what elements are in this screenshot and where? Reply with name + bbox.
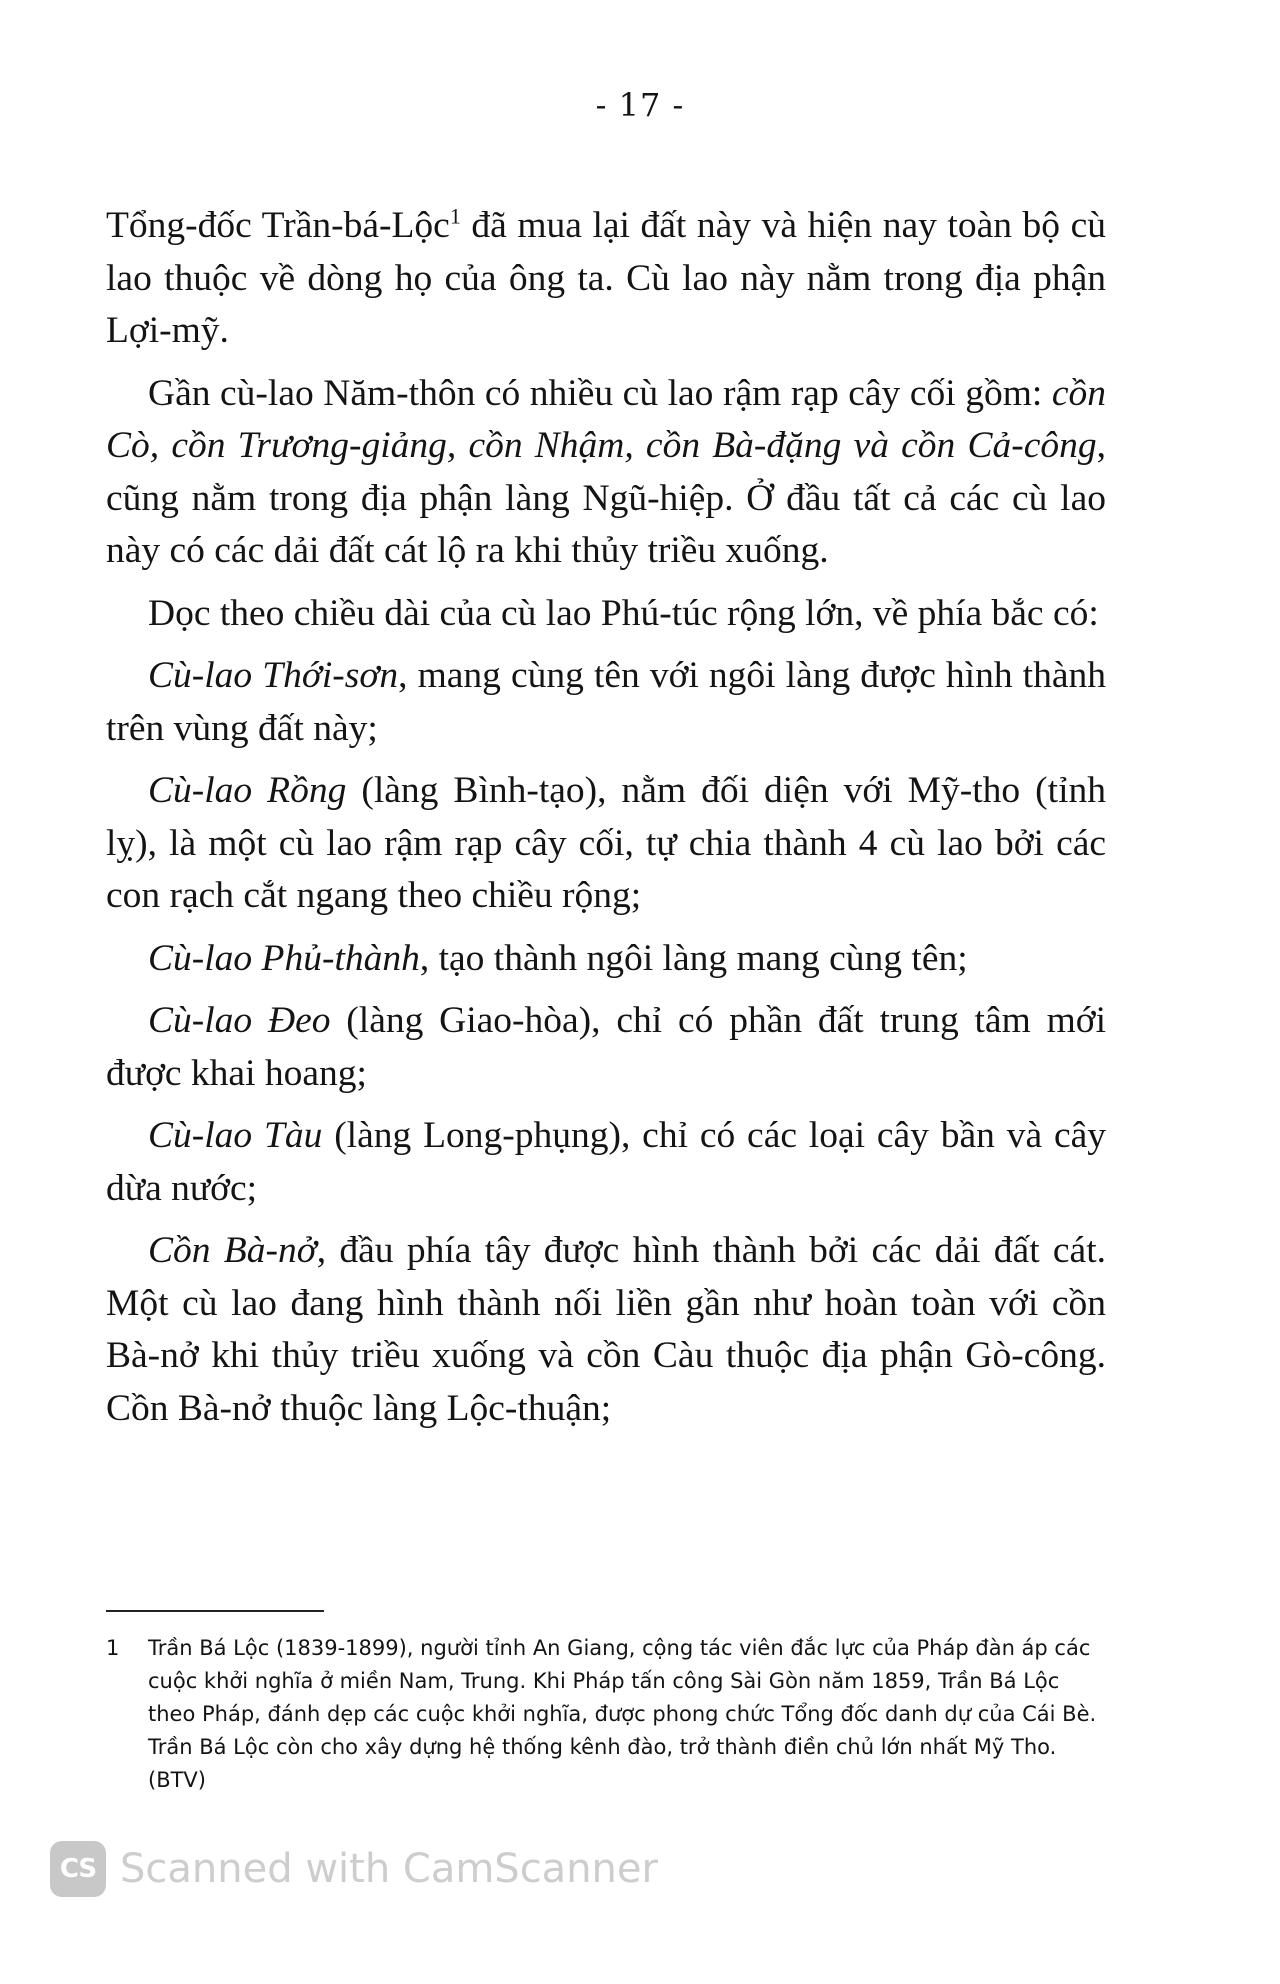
paragraph-text: Gần cù-lao Năm-thôn có nhiều cù lao rậm rạp cây cối gồm:: [148, 372, 1052, 414]
paragraph-text: Tổng-đốc Trần-bá-Lộc: [106, 205, 450, 246]
island-name: Cồn Bà-nở: [148, 1230, 317, 1271]
island-name: Cù-lao Phủ-thành: [148, 937, 420, 979]
camscanner-watermark: [50, 1838, 658, 1900]
item-text: (làng Bình-tạo), nằm đối diện với Mỹ-tho (tỉnh lỵ), là một cù lao rậm rạp cây cối, tự chia thành 4 cù lao bởi các con rạch cắt ngang theo chiều rộng;: [106, 770, 1106, 916]
watermark-text: Scanned with CamScanner: [120, 1846, 658, 1892]
paragraph-3: Dọc theo chiều dài của cù lao Phú-túc rộng lớn, về phía bắc có:: [148, 592, 1099, 634]
item-text: (làng Long-phụng), chỉ có các loại cây bần và cây dừa nước;: [106, 1115, 1106, 1209]
island-name: Cù-lao Tàu: [148, 1115, 323, 1156]
list-item: [106, 933, 1106, 986]
paragraph-text: , cũng nằm trong địa phận làng Ngũ-hiệp. Ở đầu tất cả các cù lao này có các dải đất cát lộ ra khi thủy triều xuống.: [106, 425, 1106, 571]
list-item: [106, 650, 1106, 755]
paragraph-1: [106, 200, 1106, 358]
item-text: , đầu phía tây được hình thành bởi các dải đất cát. Một cù lao đang hình thành nối liền gần như hoàn toàn với cồn Bà-nở khi thủy triều xuống và cồn Càu thuộc địa phận Gò-công. Cồn Bà-nở thuộc làng Lộc-thuận;: [106, 1230, 1106, 1429]
list-item: [106, 1225, 1106, 1435]
footnote-divider: [106, 1610, 324, 1612]
paragraph-2: [106, 368, 1106, 578]
footnote-number: 1: [106, 1636, 120, 1660]
list-item: [106, 1110, 1106, 1215]
footnote-text: Trần Bá Lộc (1839-1899), người tỉnh An Giang, cộng tác viên đắc lực của Pháp đàn áp các cuộc khởi nghĩa ở miền Nam, Trung. Khi Pháp tấn công Sài Gòn năm 1859, Trần Bá Lộc theo Pháp, đánh dẹp các cuộc khởi nghĩa, được phong chức Tổng đốc danh dự của Cái Bè. Trần Bá Lộc còn cho xây dựng hệ thống kênh đào, trở thành điền chủ lớn nhất Mỹ Tho. (BTV): [148, 1636, 1097, 1792]
list-item: [106, 995, 1106, 1100]
body-text: [106, 200, 1106, 1445]
footnote: [106, 1632, 1106, 1797]
paragraph-text: đã mua lại đất này và hiện nay toàn bộ cù lao thuộc về dòng họ của ông ta. Cù lao này nằm trong địa phận Lợi-mỹ.: [106, 205, 1106, 351]
item-text: (làng Giao-hòa), chỉ có phần đất trung tâm mới được khai hoang;: [106, 1000, 1106, 1094]
list-item: [106, 765, 1106, 923]
item-text: , mang cùng tên với ngôi làng được hình thành trên vùng đất này;: [106, 655, 1106, 749]
page-number: - 17 -: [595, 86, 685, 124]
island-name: Cù-lao Đeo: [148, 1000, 331, 1041]
island-name: Cù-lao Rồng: [148, 770, 347, 811]
footnote-ref[interactable]: 1: [449, 203, 461, 229]
camscanner-logo-icon: CS: [50, 1841, 106, 1897]
island-name: Cù-lao Thới-sơn: [148, 655, 399, 696]
item-text: , tạo thành ngôi làng mang cùng tên;: [419, 937, 968, 979]
island-names: cồn Cò, cồn Trương-giảng, cồn Nhậm, cồn Bà-đặng và cồn Cả-công: [106, 372, 1106, 466]
